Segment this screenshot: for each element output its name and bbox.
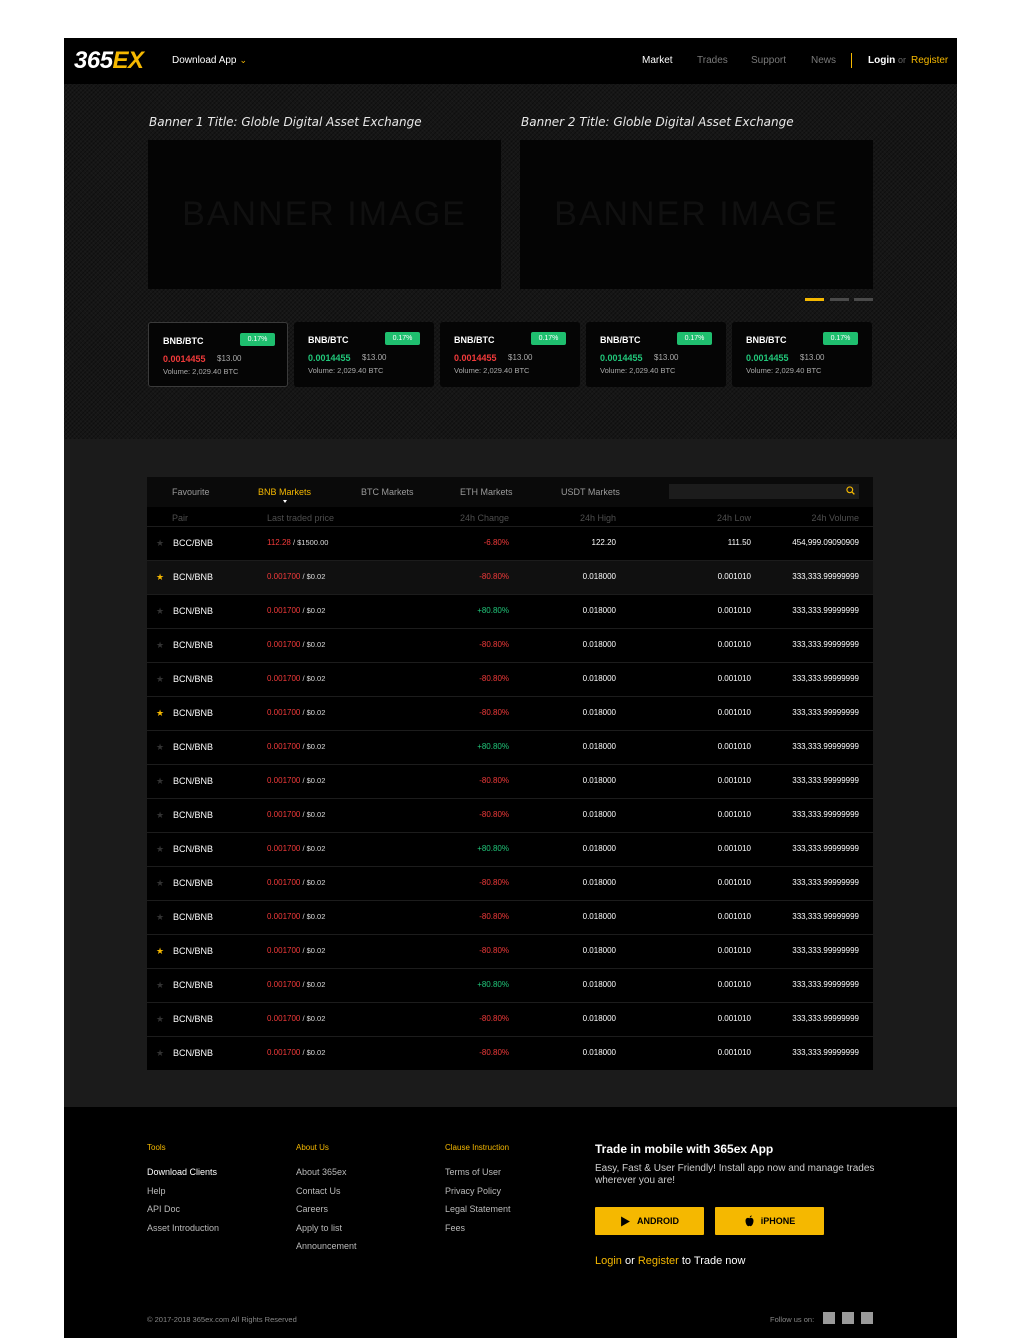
ticker-price: 0.0014455 — [308, 353, 351, 363]
row-pair: BCN/BNB — [173, 810, 214, 820]
row-last-price: 0.001700 / $0.02 — [267, 912, 326, 921]
ticker-change-badge: 0.17% — [531, 332, 566, 345]
row-24h-change: -80.80% — [479, 1014, 509, 1023]
row-last-price: 0.001700 / $0.02 — [267, 878, 326, 887]
row-24h-volume: 333,333.99999999 — [792, 776, 859, 785]
row-pair: BCN/BNB — [173, 606, 214, 616]
ticker-volume: Volume: 2,029.40 BTC — [308, 366, 384, 375]
ticker-usd: $13.00 — [800, 353, 825, 362]
banner-1-image[interactable] — [148, 140, 501, 289]
ticker-card[interactable] — [732, 322, 872, 387]
row-last-price: 0.001700 / $0.02 — [267, 810, 326, 819]
row-pair: BCN/BNB — [173, 640, 214, 650]
tab-eth-markets[interactable]: ETH Markets — [460, 487, 513, 497]
ticker-usd: $13.00 — [217, 354, 242, 363]
copyright: © 2017-2018 365ex.com All Rights Reserved — [147, 1315, 297, 1324]
star-icon[interactable]: ★ — [156, 878, 165, 888]
row-pair: BCN/BNB — [173, 776, 214, 786]
row-24h-low: 0.001010 — [717, 708, 751, 717]
row-24h-low: 0.001010 — [717, 776, 751, 785]
table-row[interactable] — [147, 900, 873, 934]
carousel-dot-1[interactable] — [805, 298, 824, 301]
ticker-card[interactable] — [148, 322, 288, 387]
market-search-input[interactable] — [669, 484, 859, 499]
row-24h-high: 0.018000 — [582, 878, 616, 887]
row-24h-volume: 333,333.99999999 — [792, 980, 859, 989]
row-24h-low: 0.001010 — [717, 640, 751, 649]
table-row[interactable] — [147, 1036, 873, 1070]
footer-link[interactable]: Announcement — [296, 1241, 357, 1251]
star-icon[interactable]: ★ — [156, 946, 165, 956]
row-24h-change: -80.80% — [479, 572, 509, 581]
row-pair: BCN/BNB — [173, 1048, 214, 1058]
footer-link[interactable]: Legal Statement — [445, 1204, 511, 1214]
row-24h-low: 0.001010 — [717, 572, 751, 581]
banner-placeholder-text: BANNER IMAGE — [554, 195, 839, 233]
nav-support[interactable]: Support — [751, 55, 787, 66]
ticker-pair: BNB/BTC — [454, 335, 495, 345]
star-icon[interactable]: ★ — [156, 674, 165, 684]
star-icon[interactable]: ★ — [156, 1014, 165, 1024]
col-24h-low[interactable]: 24h Low — [716, 513, 751, 523]
col-24h-volume[interactable]: 24h Volume — [811, 513, 859, 523]
row-24h-volume: 333,333.99999999 — [792, 810, 859, 819]
row-last-price: 0.001700 / $0.02 — [267, 776, 326, 785]
ticker-change-badge: 0.17% — [240, 333, 275, 346]
row-pair: BCN/BNB — [173, 708, 214, 718]
table-row[interactable] — [147, 662, 873, 696]
star-icon[interactable]: ★ — [156, 844, 165, 854]
footer-link[interactable]: Contact Us — [296, 1185, 341, 1196]
login-register-cta — [595, 1255, 745, 1267]
table-row[interactable] — [147, 526, 873, 560]
row-last-price: 0.001700 / $0.02 — [267, 572, 326, 581]
nav-news[interactable]: News — [811, 55, 837, 66]
footer-heading: About Us — [296, 1143, 329, 1152]
login-link[interactable]: Login — [868, 55, 896, 66]
row-24h-low: 0.001010 — [717, 878, 751, 887]
row-24h-change: +80.80% — [477, 606, 509, 615]
footer-link[interactable]: Apply to list — [296, 1222, 343, 1233]
star-icon[interactable]: ★ — [156, 980, 165, 990]
table-row[interactable] — [147, 798, 873, 832]
follow-us-label: Follow us on: — [770, 1315, 815, 1324]
tab-btc-markets[interactable]: BTC Markets — [361, 487, 414, 497]
row-24h-high: 0.018000 — [582, 776, 616, 785]
row-24h-volume: 333,333.99999999 — [792, 946, 859, 955]
table-row[interactable] — [147, 628, 873, 662]
star-icon[interactable]: ★ — [156, 708, 165, 718]
row-24h-high: 0.018000 — [582, 1048, 616, 1057]
android-label: ANDROID — [637, 1216, 679, 1226]
footer-link[interactable]: API Doc — [147, 1204, 181, 1214]
row-24h-volume: 454,999.09090909 — [792, 538, 859, 547]
row-24h-change: +80.80% — [477, 844, 509, 853]
col-last-price[interactable]: Last traded price — [267, 513, 335, 523]
star-icon[interactable]: ★ — [156, 912, 165, 922]
ticker-card[interactable] — [294, 322, 434, 387]
row-24h-change: -80.80% — [479, 1048, 509, 1057]
table-row[interactable] — [147, 934, 873, 968]
ticker-price: 0.0014455 — [163, 354, 206, 364]
row-last-price: 0.001700 / $0.02 — [267, 946, 326, 955]
col-24h-change[interactable]: 24h Change — [459, 513, 509, 523]
footer-link[interactable]: Help — [147, 1185, 166, 1196]
row-24h-change: -80.80% — [479, 640, 509, 649]
footer-link[interactable]: Asset Introduction — [147, 1222, 220, 1233]
market-tabs — [147, 477, 873, 507]
social-icon[interactable] — [861, 1312, 873, 1324]
star-icon[interactable]: ★ — [156, 640, 165, 650]
ticker-usd: $13.00 — [654, 353, 679, 362]
row-24h-low: 0.001010 — [717, 810, 751, 819]
row-last-price: 0.001700 / $0.02 — [267, 1048, 326, 1057]
footer-heading: Tools — [147, 1143, 166, 1152]
ticker-price: 0.0014455 — [746, 353, 789, 363]
row-24h-change: -80.80% — [479, 776, 509, 785]
logo[interactable]: 365EX — [74, 47, 144, 74]
ticker-volume: Volume: 2,029.40 BTC — [163, 367, 239, 376]
banner-placeholder-text: BANNER IMAGE — [182, 195, 467, 233]
footer — [64, 1107, 957, 1338]
ticker-pair: BNB/BTC — [308, 335, 349, 345]
row-pair: BCN/BNB — [173, 674, 214, 684]
ticker-change-badge: 0.17% — [385, 332, 420, 345]
footer-link[interactable]: Terms of User — [445, 1167, 502, 1177]
iphone-download-button[interactable] — [715, 1207, 824, 1235]
row-24h-high: 0.018000 — [582, 844, 616, 853]
hero-section — [64, 84, 957, 439]
row-24h-high: 0.018000 — [582, 810, 616, 819]
row-24h-high: 0.018000 — [582, 606, 616, 615]
row-24h-change: -80.80% — [479, 912, 509, 921]
row-pair: BCN/BNB — [173, 912, 214, 922]
row-pair: BCN/BNB — [173, 1014, 214, 1024]
market-table — [147, 477, 873, 1070]
nav-market[interactable]: Market — [642, 55, 673, 66]
search-icon[interactable] — [846, 486, 855, 495]
star-icon[interactable]: ★ — [156, 742, 165, 752]
row-24h-volume: 333,333.99999999 — [792, 674, 859, 683]
banner-1-title: Banner 1 Title: Globle Digital Asset Exchange — [149, 115, 422, 129]
star-icon[interactable]: ★ — [156, 810, 165, 820]
row-24h-change: -80.80% — [479, 674, 509, 683]
row-24h-volume: 333,333.99999999 — [792, 742, 859, 751]
row-24h-change: -80.80% — [479, 708, 509, 717]
row-24h-high: 0.018000 — [582, 1014, 616, 1023]
row-pair: BCC/BNB — [173, 538, 214, 548]
iphone-label: iPHONE — [760, 1216, 796, 1226]
table-row[interactable] — [147, 866, 873, 900]
table-row[interactable] — [147, 968, 873, 1002]
row-24h-change: -80.80% — [479, 878, 509, 887]
row-pair: BCN/BNB — [173, 844, 214, 854]
row-24h-low: 0.001010 — [717, 912, 751, 921]
row-24h-high: 122.20 — [591, 538, 616, 547]
row-24h-low: 0.001010 — [717, 844, 751, 853]
row-24h-volume: 333,333.99999999 — [792, 912, 859, 921]
row-24h-low: 0.001010 — [717, 946, 751, 955]
row-24h-change: +80.80% — [477, 980, 509, 989]
table-row[interactable] — [147, 560, 873, 594]
table-row[interactable] — [147, 730, 873, 764]
ticker-pair: BNB/BTC — [600, 335, 641, 345]
footer-link[interactable]: Privacy Policy — [445, 1185, 502, 1196]
star-icon[interactable]: ★ — [156, 606, 165, 616]
table-row[interactable] — [147, 764, 873, 798]
row-24h-change: -6.80% — [483, 538, 509, 547]
ticker-volume: Volume: 2,029.40 BTC — [746, 366, 822, 375]
row-pair: BCN/BNB — [173, 572, 214, 582]
row-24h-low: 111.50 — [727, 538, 751, 547]
row-pair: BCN/BNB — [173, 946, 214, 956]
table-row[interactable] — [147, 696, 873, 730]
nav-divider — [851, 53, 852, 68]
ticker-price: 0.0014455 — [454, 353, 497, 363]
row-last-price: 0.001700 / $0.02 — [267, 742, 326, 751]
market-section — [64, 439, 957, 1107]
chevron-down-icon: ⌄ — [239, 55, 248, 65]
social-icon[interactable] — [842, 1312, 854, 1324]
ticker-volume: Volume: 2,029.40 BTC — [600, 366, 676, 375]
tab-bnb-markets[interactable]: BNB Markets — [258, 487, 312, 497]
table-row[interactable] — [147, 1002, 873, 1036]
cta-text: to Trade now — [681, 1255, 746, 1267]
app-promo-description: Easy, Fast & User Friendly! Install app now and manage trades wherever you are! — [595, 1163, 875, 1186]
row-24h-low: 0.001010 — [717, 674, 751, 683]
star-icon[interactable]: ★ — [156, 776, 165, 786]
row-24h-high: 0.018000 — [582, 912, 616, 921]
banner-2-title: Banner 2 Title: Globle Digital Asset Exchange — [521, 115, 794, 129]
row-24h-volume: 333,333.99999999 — [792, 572, 859, 581]
download-app-dropdown[interactable]: Download App ⌄ — [172, 55, 248, 66]
row-24h-volume: 333,333.99999999 — [792, 1048, 859, 1057]
table-row[interactable] — [147, 594, 873, 628]
row-24h-high: 0.018000 — [582, 572, 616, 581]
row-last-price: 0.001700 / $0.02 — [267, 606, 326, 615]
banner-2-image[interactable] — [520, 140, 873, 289]
row-24h-volume: 333,333.99999999 — [792, 640, 859, 649]
row-24h-low: 0.001010 — [717, 606, 751, 615]
ticker-usd: $13.00 — [508, 353, 533, 362]
ticker-pair: BNB/BTC — [163, 336, 204, 346]
footer-link[interactable]: About 365ex — [296, 1167, 347, 1177]
star-icon[interactable]: ★ — [156, 1048, 165, 1058]
row-pair: BCN/BNB — [173, 980, 214, 990]
footer-heading: Clause Instruction — [445, 1143, 510, 1152]
ticker-change-badge: 0.17% — [677, 332, 712, 345]
play-store-icon — [620, 1216, 631, 1227]
page-frame — [64, 38, 957, 1338]
tab-usdt-markets[interactable]: USDT Markets — [561, 487, 620, 497]
footer-link[interactable]: Download Clients — [147, 1167, 218, 1177]
carousel-dot-3[interactable] — [854, 298, 873, 301]
row-last-price: 0.001700 / $0.02 — [267, 674, 326, 683]
row-24h-change: -80.80% — [479, 810, 509, 819]
row-pair: BCN/BNB — [173, 878, 214, 888]
ticker-price: 0.0014455 — [600, 353, 643, 363]
android-download-button[interactable] — [595, 1207, 704, 1235]
row-pair: BCN/BNB — [173, 742, 214, 752]
row-24h-high: 0.018000 — [582, 980, 616, 989]
or-text: or — [898, 55, 907, 65]
row-24h-high: 0.018000 — [582, 742, 616, 751]
star-icon[interactable]: ★ — [156, 572, 165, 582]
app-promo-title: Trade in mobile with 365ex App — [595, 1142, 774, 1156]
carousel-dot-2[interactable] — [830, 298, 849, 301]
footer-link[interactable]: Fees — [445, 1222, 466, 1233]
row-last-price: 0.001700 / $0.02 — [267, 640, 326, 649]
row-24h-volume: 333,333.99999999 — [792, 1014, 859, 1023]
ticker-card[interactable] — [440, 322, 580, 387]
row-last-price: 0.001700 / $0.02 — [267, 980, 326, 989]
col-24h-high[interactable]: 24h High — [579, 513, 616, 523]
register-link[interactable]: Register — [911, 55, 949, 66]
tab-favourite[interactable]: Favourite — [172, 487, 210, 497]
row-last-price: 0.001700 / $0.02 — [267, 844, 326, 853]
top-navbar — [64, 38, 957, 84]
row-24h-low: 0.001010 — [717, 1048, 751, 1057]
table-row[interactable] — [147, 832, 873, 866]
row-24h-high: 0.018000 — [582, 674, 616, 683]
cta-login-link[interactable]: Login — [595, 1255, 622, 1267]
ticker-change-badge: 0.17% — [823, 332, 858, 345]
nav-trades[interactable]: Trades — [697, 55, 728, 66]
row-24h-change: -80.80% — [479, 946, 509, 955]
col-pair[interactable]: Pair — [172, 513, 189, 523]
row-24h-low: 0.001010 — [717, 1014, 751, 1023]
cta-or-text: or — [624, 1255, 635, 1267]
footer-link[interactable]: Careers — [296, 1204, 329, 1214]
row-24h-high: 0.018000 — [582, 708, 616, 717]
social-icon[interactable] — [823, 1312, 835, 1324]
row-24h-low: 0.001010 — [717, 980, 751, 989]
row-24h-high: 0.018000 — [582, 640, 616, 649]
row-24h-low: 0.001010 — [717, 742, 751, 751]
apple-icon — [744, 1215, 755, 1227]
row-24h-volume: 333,333.99999999 — [792, 878, 859, 887]
cta-register-link[interactable]: Register — [637, 1255, 679, 1267]
row-24h-high: 0.018000 — [582, 946, 616, 955]
row-last-price: 0.001700 / $0.02 — [267, 1014, 326, 1023]
ticker-pair: BNB/BTC — [746, 335, 787, 345]
row-last-price: 112.28 / $1500.00 — [267, 538, 329, 547]
ticker-card[interactable] — [586, 322, 726, 387]
star-icon[interactable]: ★ — [156, 538, 165, 548]
row-24h-volume: 333,333.99999999 — [792, 708, 859, 717]
row-24h-volume: 333,333.99999999 — [792, 606, 859, 615]
ticker-volume: Volume: 2,029.40 BTC — [454, 366, 530, 375]
ticker-usd: $13.00 — [362, 353, 387, 362]
row-24h-volume: 333,333.99999999 — [792, 844, 859, 853]
row-last-price: 0.001700 / $0.02 — [267, 708, 326, 717]
row-24h-change: +80.80% — [477, 742, 509, 751]
